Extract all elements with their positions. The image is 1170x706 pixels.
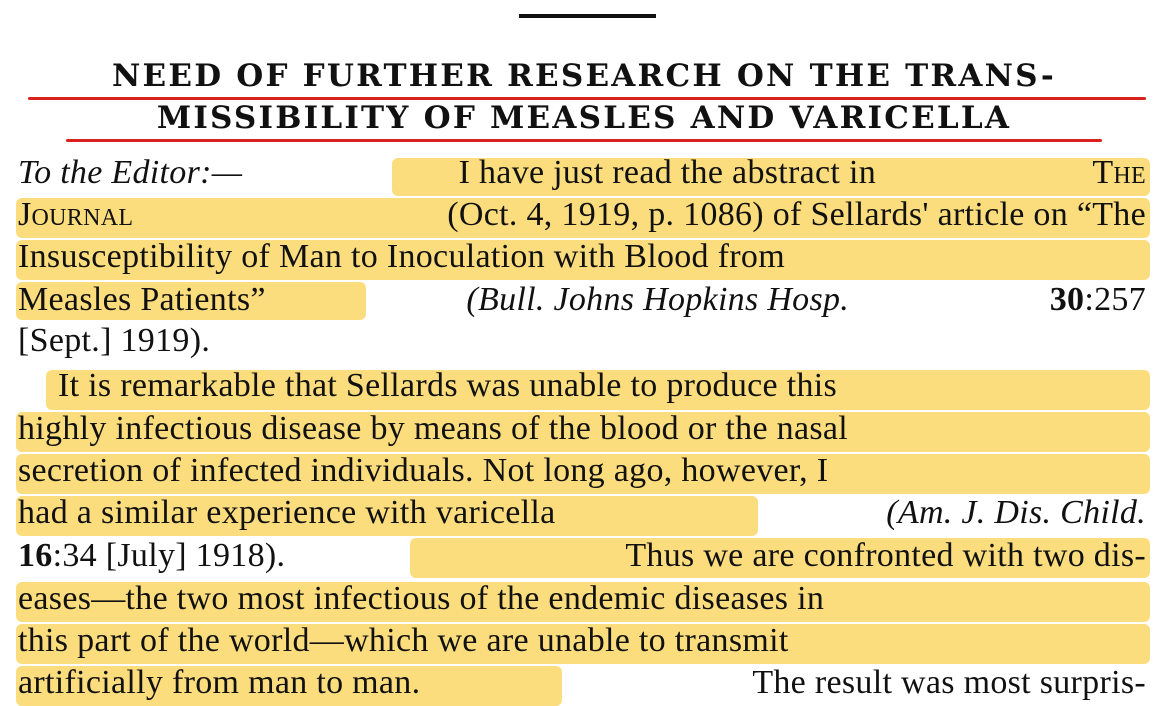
body-text: Measles Patients” [18, 281, 266, 318]
body-text: (Oct. 4, 1919, p. 1086) of Sellards' article on “The [447, 196, 1146, 233]
volume-number: 16 [18, 537, 53, 574]
body-line: [Sept.] 1919). [18, 322, 211, 359]
citation: (Am. J. Dis. Child. [886, 494, 1146, 531]
body-text: I have just read the abstract in [458, 154, 877, 191]
salutation: To the Editor:— [18, 154, 243, 191]
article-title-line-2: MISSIBILITY OF MEASLES AND VARICELLA [156, 100, 1012, 136]
body-line [18, 662, 1146, 704]
page-number: :34 [July] 1918). [52, 537, 286, 574]
body-line: eases—the two most infectious of the endemic diseases in [18, 580, 825, 617]
journal-name: Journal [18, 196, 134, 233]
volume-number: 30 [1049, 281, 1085, 318]
body-text: The result was most surpris- [752, 664, 1146, 701]
body-text: artificially from man to man. [18, 664, 421, 701]
article-title-line-1: NEED OF FURTHER RESEARCH ON THE TRANS- [112, 58, 1056, 94]
body-text: Thus we are confronted with two dis- [625, 537, 1146, 574]
body-line [18, 535, 1146, 577]
body-line: secretion of infected individuals. Not long ago, however, I [18, 452, 829, 489]
body-line: Insusceptibility of Man to Inoculation with Blood from [18, 238, 785, 275]
body-line: this part of the world—which we are unable to transmit [18, 622, 789, 659]
page-number: :257 [1084, 281, 1146, 318]
body-line [18, 152, 1146, 194]
body-line [18, 279, 1146, 321]
body-text: had a similar experience with varicella [18, 494, 556, 531]
body-line: It is remarkable that Sellards was unable to produce this [58, 367, 838, 404]
body-line [18, 492, 1146, 534]
journal-name: The [1092, 154, 1146, 191]
body-line [18, 194, 1146, 236]
body-line: highly infectious disease by means of the blood or the nasal [18, 410, 849, 447]
citation: (Bull. Johns Hopkins Hosp. [466, 281, 850, 318]
title-underline-1 [28, 97, 1146, 100]
title-underline-2 [66, 139, 1102, 142]
top-rule [519, 14, 656, 18]
